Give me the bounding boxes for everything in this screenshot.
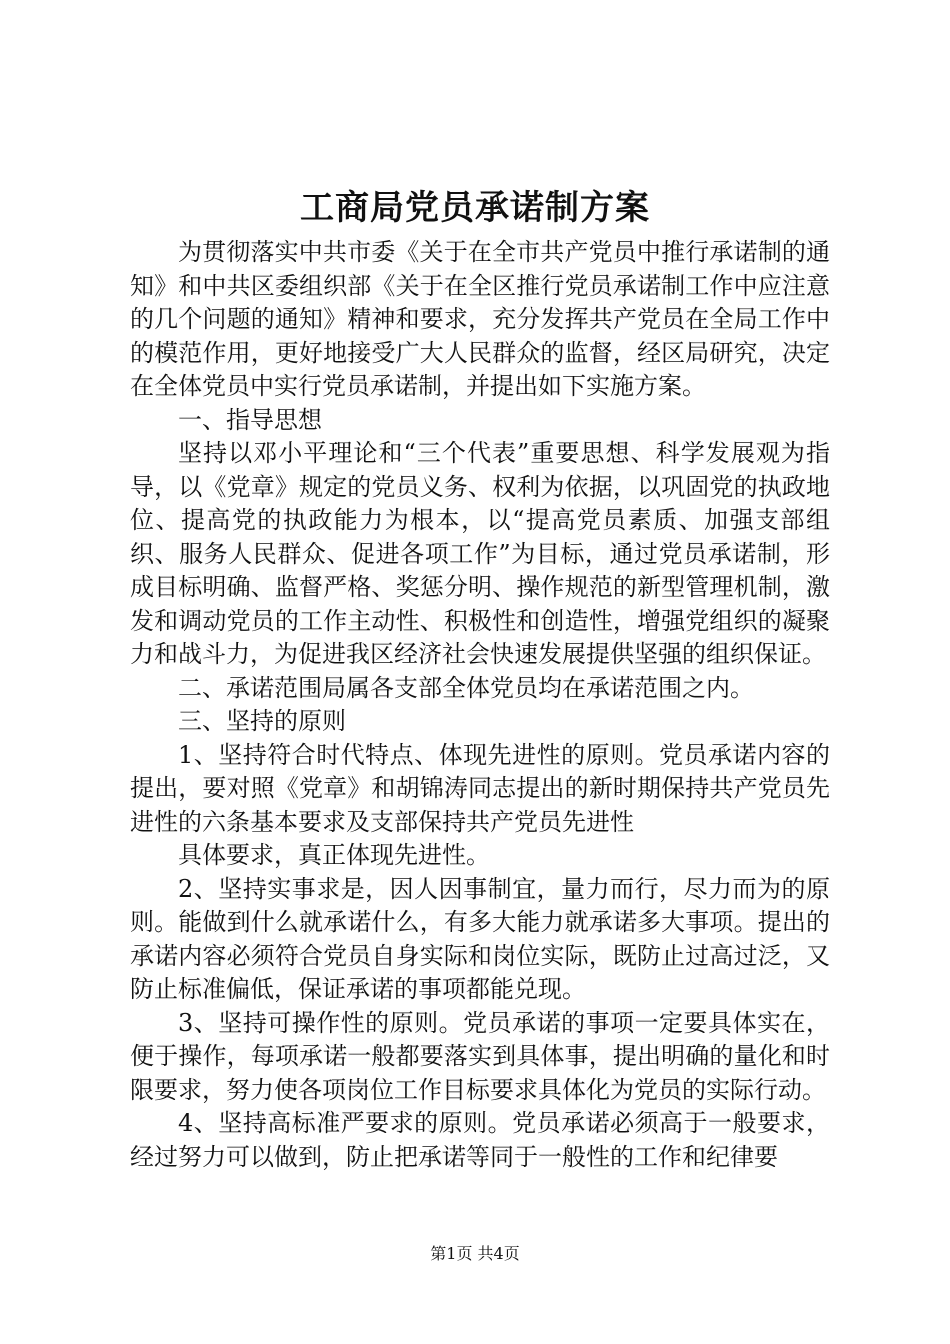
paragraph-principle-3: 3、坚持可操作性的原则。党员承诺的事项一定要具体实在，便于操作，每项承诺一般都要落实到具体事，提出明确的量化和时限要求，努力使各项岗位工作目标要求具体化为党员的实际行动。: [130, 1008, 830, 1104]
page-footer: 第1页 共4页: [430, 1244, 520, 1263]
document-body: [130, 236, 830, 1174]
heading-principles: 三、坚持的原则: [178, 707, 346, 735]
document-title: 工商局党员承诺制方案: [300, 188, 650, 228]
paragraph-principle-4: 4、坚持高标准严要求的原则。党员承诺必须高于一般要求，经过努力可以做到，防止把承诺等同于一般性的工作和纪律要: [130, 1109, 830, 1171]
paragraph-principle-2: 2、坚持实事求是，因人因事制宜，量力而行，尽力而为的原则。能做到什么就承诺什么，有多大能力就承诺多大事项。提出的承诺内容必须符合党员自身实际和岗位实际，既防止过高过泛，又防止标准偏低，保证承诺的事项都能兑现。: [130, 874, 830, 1003]
heading-guiding-ideology: 一、指导思想: [178, 405, 322, 434]
paragraph-guiding-ideology: 坚持以邓小平理论和“三个代表”重要思想、科学发展观为指导，以《党章》规定的党员义务、权利为依据，以巩固党的执政地位、提高党的执政能力为根本，以“提高党员素质、加强支部组织、服务人民群众、促进各项工作”为目标，通过党员承诺制，形成目标明确、监督严格、奖惩分明、操作规范的新型管理机制，激发和调动党员的工作主动性、积极性和创造性，增强党组织的凝聚力和战斗力，为促进我区经济社会快速发展提供坚强的组织保证。: [130, 439, 830, 668]
paragraph-commitment-scope: 二、承诺范围局属各支部全体党员均在承诺范围之内。: [178, 673, 754, 702]
paragraph-principle-1-cont: 具体要求，真正体现先进性。: [178, 841, 490, 869]
paragraph-principle-1: 1、坚持符合时代特点、体现先进性的原则。党员承诺内容的提出，要对照《党章》和胡锦涛同志提出的新时期保持共产党员先进性的六条基本要求及支部保持共产党员先进性: [130, 740, 830, 836]
paragraph-intro: 为贯彻落实中共市委《关于在全市共产党员中推行承诺制的通知》和中共区委组织部《关于在全区推行党员承诺制工作中应注意的几个问题的通知》精神和要求，充分发挥共产党员在全局工作中的模范作用，更好地接受广大人民群众的监督，经区局研究，决定在全体党员中实行党员承诺制，并提出如下实施方案。: [130, 238, 830, 400]
